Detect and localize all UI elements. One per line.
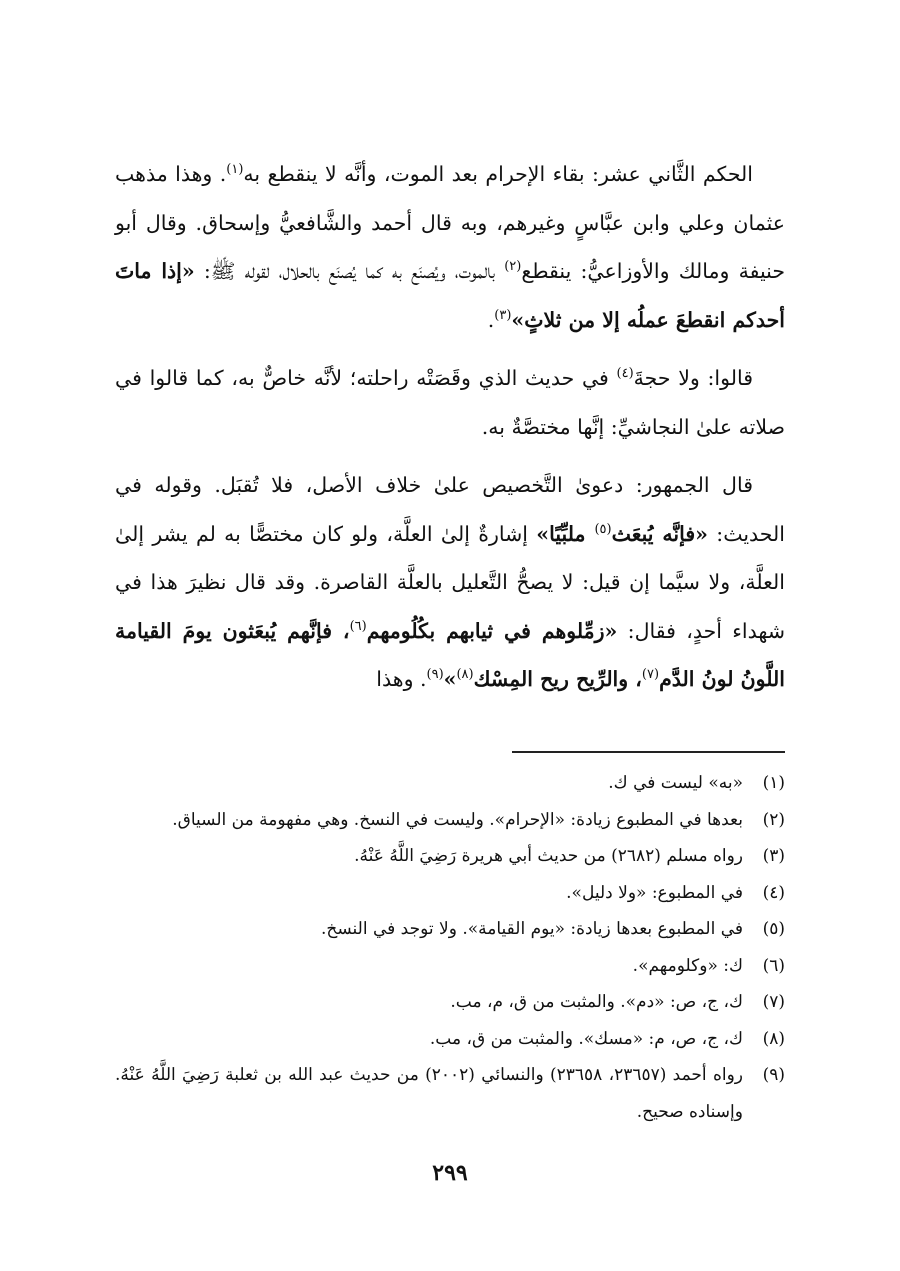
footnote [115, 948, 785, 985]
paragraph-2-text: في حديث الذي وقَصَتْه راحلته؛ لأنَّه خاصٌّ به، كما قالوا في صلاته علىٰ النجاشيِّ: إنَّها مختصَّةٌ به. [115, 366, 785, 439]
footnote-text: رواه مسلم (٢٦٨٢) من حديث أبي هريرة رَضِيَ اللَّهُ عَنْهُ. [354, 846, 743, 866]
footnote-ref-1: (١) [226, 162, 244, 178]
footnote-text: «به» ليست في ك. [608, 773, 743, 793]
hadith-quote: «إذا ماتَ أحدكم انقطعَ عملُه إلا من ثلاثٍ» [115, 259, 785, 332]
footnote-text: في المطبوع: «ولا دليل». [566, 882, 743, 903]
page-number: ٢٩٩ [432, 1160, 468, 1186]
hadith-quote: ملبِّيًا» [536, 521, 595, 546]
paragraph-2 [115, 354, 785, 451]
footnote-text: بعدها في المطبوع زيادة: «الإحرام». وليست في النسخ. وهي مفهومة من السياق. [172, 809, 743, 830]
paragraph-3-text: إشارةٌ إلىٰ العلَّة، ولو كان مختصًّا به لم يشر إلىٰ العلَّة، ولا سيَّما إن قيل: لا يصحُّ التَّعليل بالعلَّة القاصرة. وقد قال نظيرَ هذا في شهداء أحدٍ، فقال: [115, 521, 786, 643]
footnote-number: (٦) [762, 955, 785, 976]
paragraph-3 [115, 461, 785, 704]
footnote-text: ك، ج، ص، م: «مسك». والمثبت من ق، مب. [429, 1028, 743, 1049]
footnote-ref-2: (٢) [504, 259, 522, 275]
hadith-quote: ، فإنَّهم يُبعَثون يومَ القيامة اللَّونُ لونُ الدَّم [115, 618, 785, 691]
footnote-number: (١) [762, 773, 785, 793]
footnote-text: ك، ج، ص: «دم». والمثبت من ق، م، مب. [450, 992, 743, 1012]
hadith-quote: «فإنَّه يُبعَث [611, 521, 708, 546]
footnote [115, 875, 785, 912]
hadith-quote: «زمِّلوهم في ثيابهم بكُلُومهم [366, 618, 618, 643]
footnote-ref-6: (٦) [349, 618, 367, 634]
footnote [115, 802, 785, 839]
footnote-number: (٣) [762, 846, 785, 866]
footnote-number: (٨) [762, 1028, 785, 1049]
footnote-ref-5: (٥) [594, 521, 612, 537]
footnote [115, 1021, 785, 1058]
footnote [115, 765, 785, 802]
footnote-ref-7: (٧) [641, 667, 660, 683]
paragraph-1 [115, 150, 785, 344]
footnote-divider [512, 751, 785, 753]
footnote-number: (٢) [762, 809, 785, 830]
footnote [115, 984, 785, 1021]
footnote [115, 1057, 785, 1130]
hadith-quote: ، والرِّيح ريح المِسْك [473, 667, 642, 691]
footnote-ref-4: (٤) [616, 366, 634, 382]
footnote [115, 838, 785, 875]
footnote [115, 911, 785, 948]
footnote-text: في المطبوع بعدها زيادة: «يوم القيامة». ولا توجد في النسخ. [321, 919, 743, 939]
footnote-ref-8: (٨) [456, 667, 474, 683]
footnote-number: (٤) [762, 882, 785, 903]
footnotes-list [115, 765, 785, 1130]
paragraph-3-text: . وهذا [376, 667, 427, 691]
paragraph-1-text: . وهذا مذهب عثمان وعلي وابن عبَّاسٍ وغيرهم، وبه قال أحمد والشَّافعيُّ وإسحاق. وقال أبو حنيفة ومالك والأوزاعيُّ: ينقطع [115, 162, 785, 283]
footnote-ref-9: (٩) [426, 667, 444, 683]
footnote-number: (٥) [762, 919, 785, 939]
footnote-ref-3: (٣) [494, 307, 512, 323]
paragraph-2-text: قالوا: ولا حجةَ [633, 366, 753, 390]
paragraph-1-text: الحكم الثَّاني عشر: بقاء الإحرام بعد الموت، وأنَّه لا ينقطع به [243, 162, 753, 186]
footnote-number: (٩) [762, 1065, 785, 1085]
hadith-quote: » [443, 667, 457, 691]
footnote-number: (٧) [762, 992, 785, 1012]
footnote-text: رواه أحمد (٢٣٦٥٧، ٢٣٦٥٨) والنسائي (٢٠٠٢) من حديث عبد الله بن ثعلبة رَضِيَ اللَّهُ عَنْهُ. وإسناده صحيح. [115, 1065, 743, 1122]
paragraph-1-text: بالموت، ويُصنَع به كما يُصنَع بالحلال، لقوله ﷺ: [194, 259, 505, 283]
main-text [115, 150, 785, 704]
footnote-text: ك: «وكلومهم». [632, 955, 743, 976]
paragraph-3-text: قال الجمهور: دعوىٰ التَّخصيص علىٰ خلاف الأصل، فلا تُقبَل. وقوله في الحديث: [115, 473, 785, 546]
paragraph-1-text: . [487, 307, 495, 332]
